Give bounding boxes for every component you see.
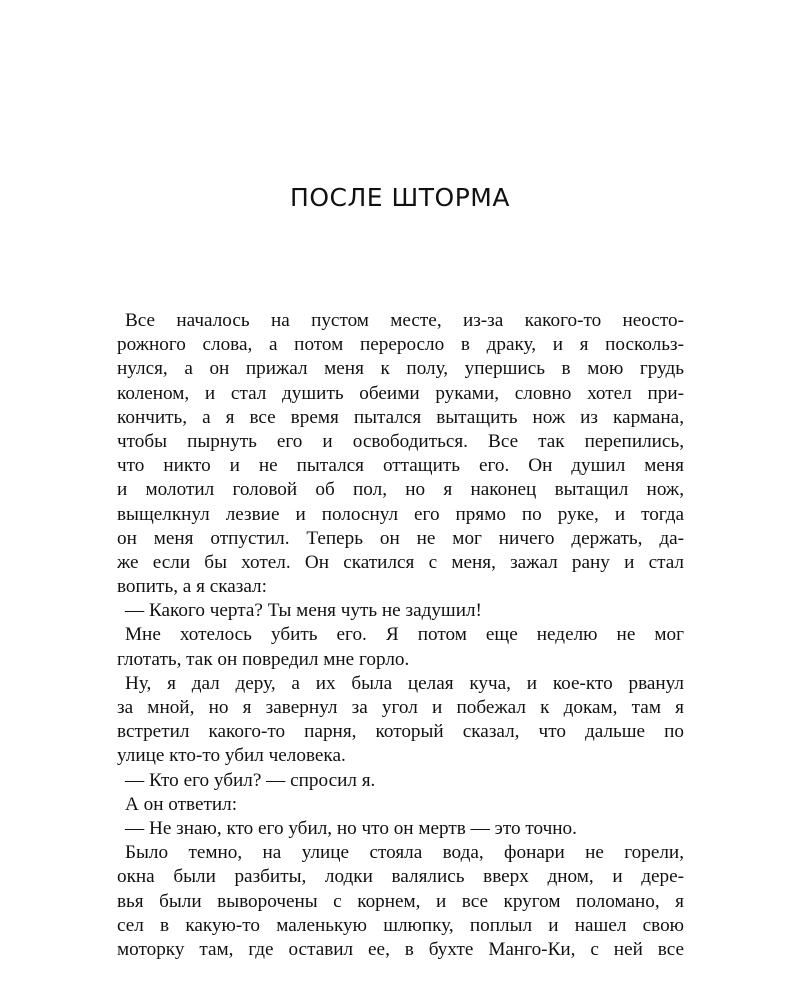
text-line: вопить, а я сказал: <box>117 576 267 598</box>
text-line: улице кто-то убил человека. <box>117 745 346 767</box>
text-line: же если бы хотел. Он скатился с меня, зажал рану и стал <box>117 551 684 573</box>
text-line: он меня отпустил. Теперь он не мог ничего держать, да- <box>117 527 684 549</box>
text-line: Ну, я дал деру, а их была целая куча, и кое-кто рванул <box>125 672 684 694</box>
text-line: коленом, и стал душить обеими руками, словно хотел при- <box>117 382 684 404</box>
text-line: за мной, но я завернул за угол и побежал к докам, там я <box>117 697 684 718</box>
text-line: А он ответил: <box>125 793 238 815</box>
text-line: нулся, а он прижал меня к полу, упершись в мою грудь <box>117 358 684 380</box>
text-line: — Кто его убил? — спросил я. <box>125 769 376 791</box>
text-line: чтобы пырнуть его и освободиться. Все так перепились, <box>117 430 684 452</box>
text-line: рожного слова, а потом переросло в драку, и я поскольз- <box>117 334 684 356</box>
text-line: — Какого черта? Ты меня чуть не задушил! <box>125 600 482 622</box>
text-line: кончить, а я все время пытался вытащить нож из кармана, <box>117 406 684 428</box>
text-line: вья были выворочены с корнем, и все кругом поломано, я <box>117 890 684 912</box>
text-line: Все началось на пустом месте, из-за какого-то неосто- <box>125 310 684 331</box>
text-line: моторку там, где оставил ее, в бухте Манго-Ки, с ней все <box>117 938 684 960</box>
text-line: глотать, так он повредил мне горло. <box>117 648 410 670</box>
text-line: Мне хотелось убить его. Я потом еще неделю не мог <box>125 624 684 646</box>
chapter-title: ПОСЛЕ ШТОРМА <box>290 183 510 212</box>
text-line: выщелкнул лезвие и полоснул его прямо по руке, и тогда <box>117 503 684 525</box>
text-line: встретил какого-то парня, который сказал, что дальше по <box>117 721 684 743</box>
chapter-body <box>117 309 684 962</box>
text-line: что никто и не пытался оттащить его. Он душил меня <box>117 455 684 477</box>
text-line: сел в какую-то маленькую шлюпку, поплыл и нашел свою <box>117 914 684 936</box>
text-line: — Не знаю, кто его убил, но что он мертв — это точно. <box>125 817 577 839</box>
text-line: и молотил головой об пол, но я наконец вытащил нож, <box>117 479 684 501</box>
text-line: Было темно, на улице стояла вода, фонари не горели, <box>125 842 684 864</box>
text-line: окна были разбиты, лодки валялись вверх дном, и дере- <box>117 866 684 888</box>
